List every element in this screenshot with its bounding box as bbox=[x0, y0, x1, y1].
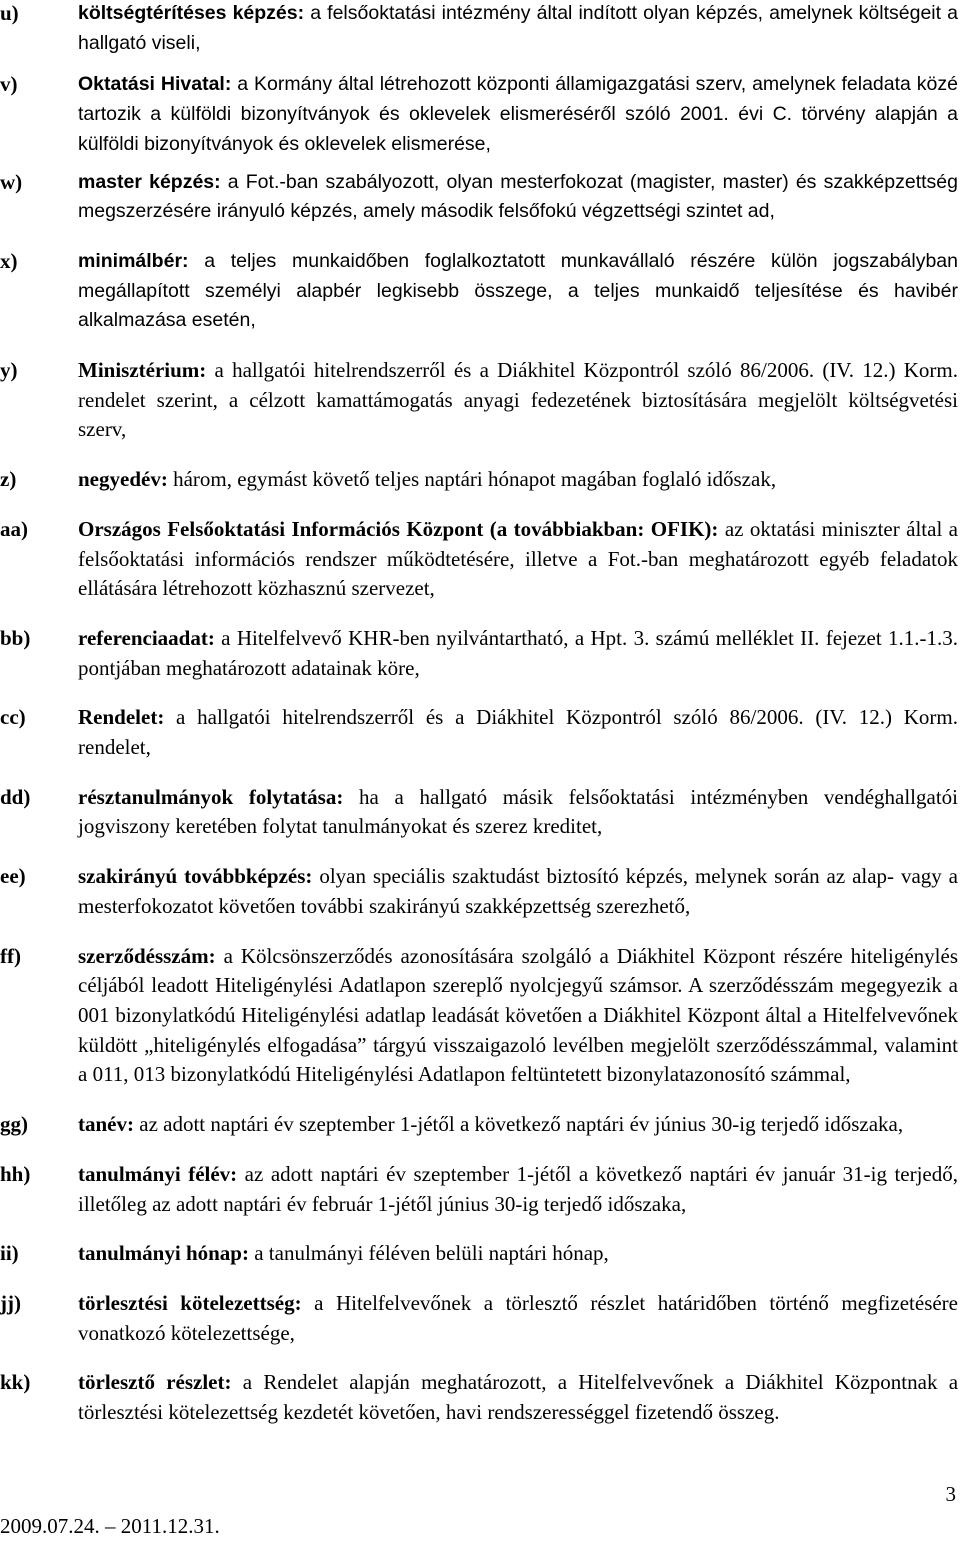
item-term: tanulmányi hónap: bbox=[78, 1241, 249, 1266]
definition-item-w bbox=[0, 168, 958, 227]
item-letter: ii) bbox=[0, 1241, 19, 1266]
item-letter: w) bbox=[0, 169, 23, 194]
item-term: résztanulmányok folytatása: bbox=[78, 784, 344, 809]
definition-item-bb bbox=[0, 624, 958, 683]
page-number: 3 bbox=[945, 1482, 956, 1506]
item-term: Országos Felsőoktatási Információs Központ (a továbbiakban: OFIK): bbox=[78, 516, 719, 541]
item-letter: bb) bbox=[0, 625, 31, 650]
item-term: Minisztérium: bbox=[78, 358, 207, 383]
definition-item-z bbox=[0, 465, 958, 495]
item-term: minimálbér: bbox=[78, 249, 189, 272]
definition-item-ii bbox=[0, 1239, 958, 1269]
definition-item-y bbox=[0, 356, 958, 445]
definition-item-cc bbox=[0, 703, 958, 762]
item-text: a Hitelfelvevő KHR-ben nyilvántartható, a Hpt. 3. számú melléklet II. fejezet 1.1.-1.3. pontjában meghatározott adatainak köre, bbox=[78, 625, 958, 680]
item-term: törlesztő részlet: bbox=[78, 1370, 232, 1395]
definition-item-ee bbox=[0, 862, 958, 921]
item-text: olyan speciális szaktudást biztosító képzés, melynek során az alap- vagy a mesterfokozatot követően további szakirányú szakképzettség szerezhető, bbox=[78, 864, 958, 918]
item-letter: ee) bbox=[0, 864, 26, 889]
definition-item-v bbox=[0, 70, 958, 159]
item-term: negyedév: bbox=[78, 467, 168, 492]
definition-item-aa bbox=[0, 515, 958, 604]
item-text: a Kölcsönszerződés azonosítására szolgáló a Diákhitel Központ részére hiteligénylés céljából leadott Hiteligénylési Adatlapon szereplő nyolcjegyű számsor. A szerződésszám megegyezik a 001 bizonylatkódú Hiteligénylési adatlap leadását követően a Diákhitel Központ által a Hitelfelvevőnek küldött „hiteligénylés elfogadása” tárgyú visszaigazoló levélben megjelölt szerződésszámmal, valamint a 011, 013 bizonylatkódú Hiteligénylési Adatlapon feltüntetett bizonylatazonosító számmal, bbox=[78, 943, 958, 1087]
item-letter: u) bbox=[0, 1, 19, 25]
item-text: a Hitelfelvevőnek a törlesztő részlet határidőben történő megfizetésére vonatkozó kötelezettsége, bbox=[78, 1290, 958, 1345]
item-term: tanulmányi félév: bbox=[78, 1161, 238, 1186]
item-letter: dd) bbox=[0, 784, 31, 809]
item-letter: hh) bbox=[0, 1161, 31, 1186]
item-letter: v) bbox=[0, 72, 18, 97]
item-text: a tanulmányi féléven belüli naptári hónap, bbox=[248, 1241, 609, 1266]
item-letter: z) bbox=[0, 467, 17, 492]
item-text: a teljes munkaidőben foglalkoztatott munkavállaló részére külön jogszabályban megállapított személyi alapbér legkisebb összege, a teljes munkaidő teljesítése és havibér alkalmazása esetén, bbox=[78, 249, 958, 332]
item-text: az oktatási miniszter által a felsőoktatási információs rendszer működtetésére, illetve a Fot.-ban meghatározott egyéb feladatok ellátására létrehozott közhasznú szervezet, bbox=[78, 516, 958, 601]
item-text: a hallgatói hitelrendszerről és a Diákhitel Központról szóló 86/2006. (IV. 12.) Korm. rendelet szerint, a célzott kamattámogatás anyagi fedezetének biztosítására megjelölt költségvetési szerv, bbox=[78, 358, 958, 442]
definition-item-hh bbox=[0, 1160, 958, 1219]
item-text: a Fot.-ban szabályozott, olyan mesterfokozat (magister, master) és szakképzettség megszerzésére irányuló képzés, amely második felsőfokú végzettségi szintet ad, bbox=[78, 170, 958, 223]
item-term: Rendelet: bbox=[78, 705, 165, 730]
item-letter: ff) bbox=[0, 943, 21, 968]
item-term: szakirányú továbbképzés: bbox=[78, 864, 313, 889]
item-text: a felsőoktatási intézmény által indított olyan képzés, amelynek költségeit a hallgató viseli, bbox=[78, 2, 958, 54]
item-text: a hallgatói hitelrendszerről és a Diákhitel Központról szóló 86/2006. (IV. 12.) Korm. rendelet, bbox=[78, 705, 958, 760]
item-text: az adott naptári év szeptember 1-jétől a következő naptári év június 30-ig terjedő időszaka, bbox=[134, 1112, 904, 1137]
definition-item-dd bbox=[0, 783, 958, 842]
definition-item-u bbox=[0, 0, 958, 58]
item-letter: kk) bbox=[0, 1370, 31, 1395]
definition-item-gg bbox=[0, 1110, 958, 1140]
item-letter: cc) bbox=[0, 705, 26, 730]
definition-item-x bbox=[0, 247, 958, 336]
item-text: az adott naptári év szeptember 1-jétől a következő naptári év január 31-ig terjedő, illetőleg az adott naptári év február 1-jétől június 30-ig terjedő időszaka, bbox=[78, 1161, 958, 1216]
item-term: master képzés: bbox=[78, 170, 221, 193]
definition-item-jj bbox=[0, 1289, 958, 1348]
item-letter: y) bbox=[0, 358, 18, 383]
item-term: referenciaadat: bbox=[78, 625, 215, 650]
item-text: ha a hallgató másik felsőoktatási intézményben vendéghallgatói jogviszony keretében folytat tanulmányokat és szerez kreditet, bbox=[78, 784, 958, 839]
item-text: a Rendelet alapján meghatározott, a Hitelfelvevőnek a Diákhitel Központnak a törlesztési kötelezettség kezdetét követően, havi rendszerességgel fizetendő összeg. bbox=[78, 1370, 959, 1425]
footer-date-range: 2009.07.24. – 2011.12.31. bbox=[0, 1514, 220, 1538]
item-term: törlesztési kötelezettség: bbox=[78, 1290, 302, 1315]
item-letter: x) bbox=[0, 248, 18, 273]
item-letter: jj) bbox=[0, 1290, 21, 1315]
item-term: Oktatási Hivatal: bbox=[78, 73, 232, 96]
item-term: szerződésszám: bbox=[78, 943, 216, 968]
definition-item-kk bbox=[0, 1368, 958, 1427]
definition-item-ff bbox=[0, 942, 958, 1091]
item-text: három, egymást követő teljes naptári hónapot magában foglaló időszak, bbox=[167, 467, 777, 492]
item-term: költségtérítéses képzés: bbox=[78, 2, 305, 24]
item-letter: aa) bbox=[0, 516, 28, 541]
item-letter: gg) bbox=[0, 1112, 28, 1137]
item-term: tanév: bbox=[78, 1112, 134, 1137]
item-text: a Kormány által létrehozott központi államigazgatási szerv, amelynek feladata közé tartozik a külföldi bizonyítványok és oklevelek elismeréséről szóló 2001. évi C. törvény alapján a külföldi bizonyítványok és oklevelek elismerése, bbox=[78, 73, 958, 155]
